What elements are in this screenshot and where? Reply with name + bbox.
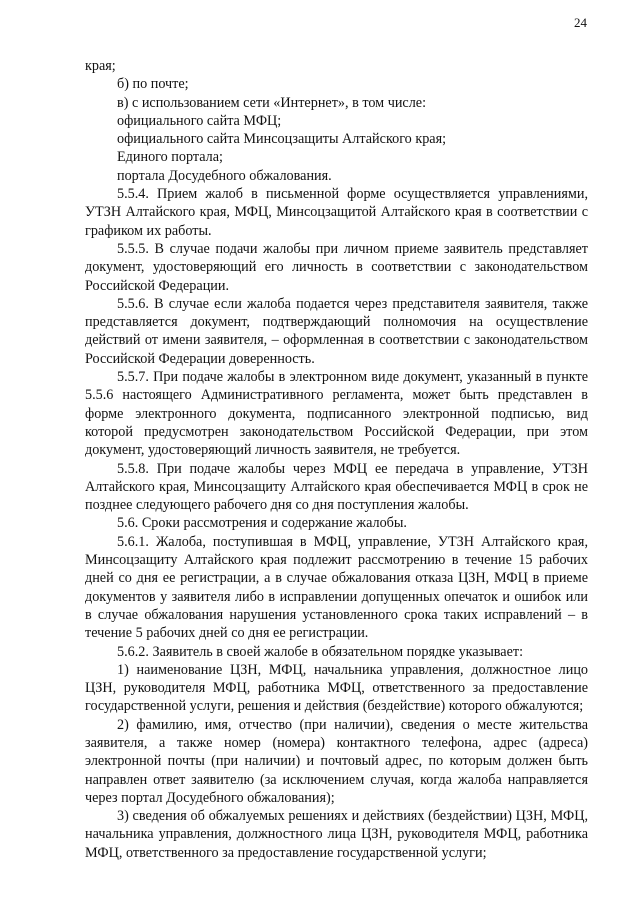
paragraph-5-5-5: 5.5.5. В случае подачи жалобы при личном приеме заявитель представляет документ, удостоверяющий его личность в соответствии с законодательством Российской Федерации. [85,240,588,294]
list-item-ministry-site: официального сайта Минсоцзащиты Алтайского края; [117,131,447,148]
list-item-2: 2) фамилию, имя, отчество (при наличии), сведения о месте жительства заявителя, а также номер (номера) контактного телефона, адрес (адреса) электронной почты (при наличии) и почтовый адрес, по которым должен быть направлен ответ заявителю (за исключением случая, когда жалоба направляется через портал Досудебного обжалования); [85,716,588,806]
document-body [85,57,588,862]
list-item-internet: в) с использованием сети «Интернет», в том числе: [117,94,427,111]
paragraph-5-5-6: 5.5.6. В случае если жалоба подается через представителя заявителя, также представляется документ, подтверждающий полномочия на осуществление действий от имени заявителя, – оформленная в соответствии с законодательством Российской Федерации доверенность. [85,295,588,367]
list-item-appeal-portal: портала Досудебного обжалования. [117,167,332,184]
page-number: 24 [574,15,587,30]
paragraph-5-5-7: 5.5.7. При подаче жалобы в электронном виде документ, указанный в пункте 5.5.6 настоящего Административного регламента, может быть представлен в форме электронного документа, подписанного электронной подписью, вид которой предусмотрен законодательством Российской Федерации, при этом документ, удостоверяющий личность заявителя, не требуется. [85,369,588,459]
list-item-by-mail: б) по почте; [117,76,189,93]
paragraph-5-5-4: 5.5.4. Прием жалоб в письменной форме осуществляется управлениями, УТЗН Алтайского края, МФЦ, Минсоцзащитой Алтайского края в соответствии с графиком их работы. [85,186,588,239]
paragraph-5-6-2: 5.6.2. Заявитель в своей жалобе в обязательном порядке указывает: [117,643,524,660]
section-heading-5-6: 5.6. Сроки рассмотрения и содержание жалобы. [117,515,407,532]
list-item-1: 1) наименование ЦЗН, МФЦ, начальника управления, должностное лицо ЦЗН, руководителя МФЦ, работника МФЦ, ответственного за предоставление государственной услуги, решения и действия (бездействие) которого обжалуются; [85,661,588,715]
paragraph-5-5-8: 5.5.8. При подаче жалобы через МФЦ ее передача в управление, УТЗН Алтайского края, Минсоцзащиту Алтайского края обеспечивается МФЦ в срок не позднее следующего рабочего дня со дня поступления жалобы. [85,460,588,514]
paragraph-5-6-1: 5.6.1. Жалоба, поступившая в МФЦ, управление, УТЗН Алтайского края, Минсоцзащиту Алтайского края подлежит рассмотрению в течение 15 рабочих дней со дня ее регистрации, а в случае обжалования отказа ЦЗН, МФЦ в приеме документов у заявителя либо в исправлении допущенных опечаток и ошибок или в случае обжалования нарушения установленного срока таких исправлений – в течение 5 рабочих дней со дня ее регистрации. [85,533,588,642]
list-item-3: 3) сведения об обжалуемых решениях и действиях (бездействии) ЦЗН, МФЦ, начальника управления, должностного лица ЦЗН, руководителя МФЦ, работника МФЦ, ответственного за предоставление государственной услуги; [85,808,588,861]
list-item-mfc-site: официального сайта МФЦ; [117,112,282,129]
list-item-unified-portal: Единого портала; [117,149,223,166]
paragraph-continuation: края; [85,58,116,74]
